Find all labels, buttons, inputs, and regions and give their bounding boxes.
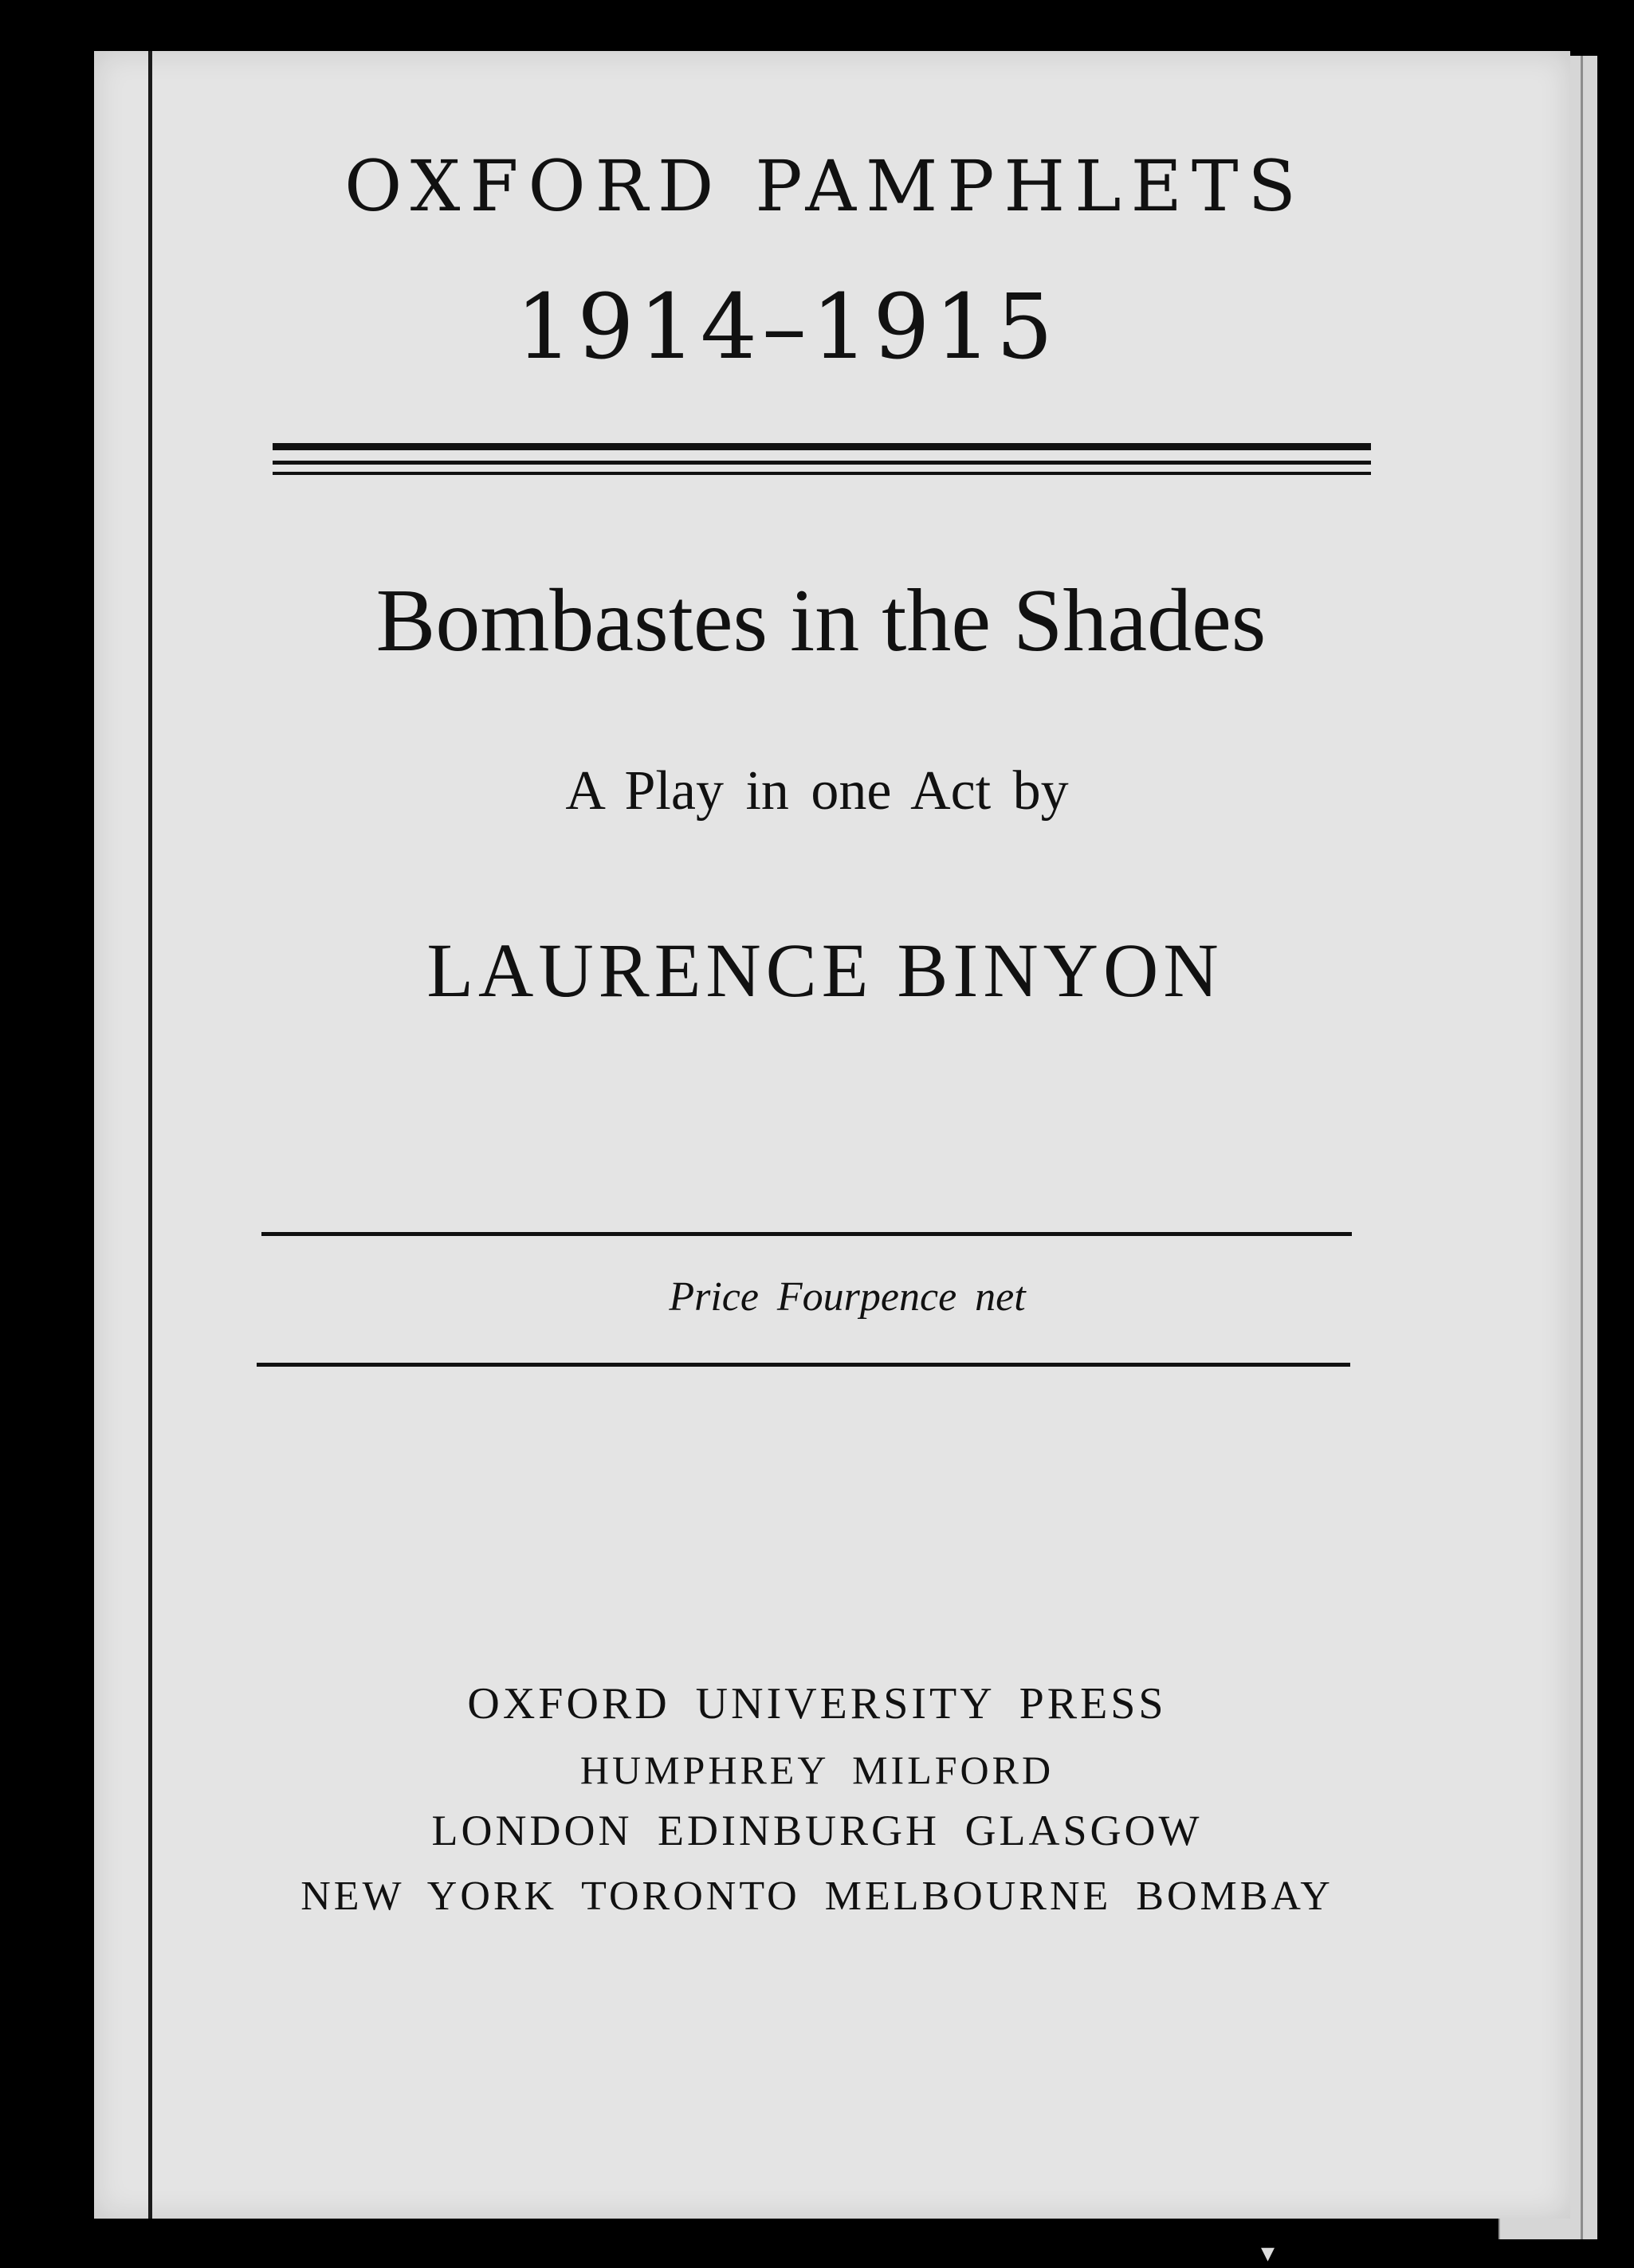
play-title: Bombastes in the Shades [375,571,1267,670]
publisher-cities-world: NEW YORK TORONTO MELBOURNE BOMBAY [300,1874,1334,1919]
price-line: Price Fourpence net [669,1274,1026,1320]
play-subtitle: A Play in one Act by [565,760,1069,822]
top-rule-middle [273,461,1371,465]
series-years: 1914–1915 [515,276,1059,379]
price-rule-top [261,1232,1352,1236]
series-title: OXFORD PAMPHLETS [344,145,1306,227]
price-rule-bottom [257,1363,1350,1367]
top-rule-thick [273,443,1371,450]
publisher-cities-uk: LONDON EDINBURGH GLASGOW [431,1807,1203,1854]
publisher-person: HUMPHREY MILFORD [579,1748,1055,1792]
top-rule-thin [273,472,1371,475]
scan-artifact-mark: ▾ [1261,2237,1275,2268]
publisher-name: OXFORD UNIVERSITY PRESS [467,1679,1167,1728]
author-name: LAURENCE BINYON [426,928,1224,1013]
